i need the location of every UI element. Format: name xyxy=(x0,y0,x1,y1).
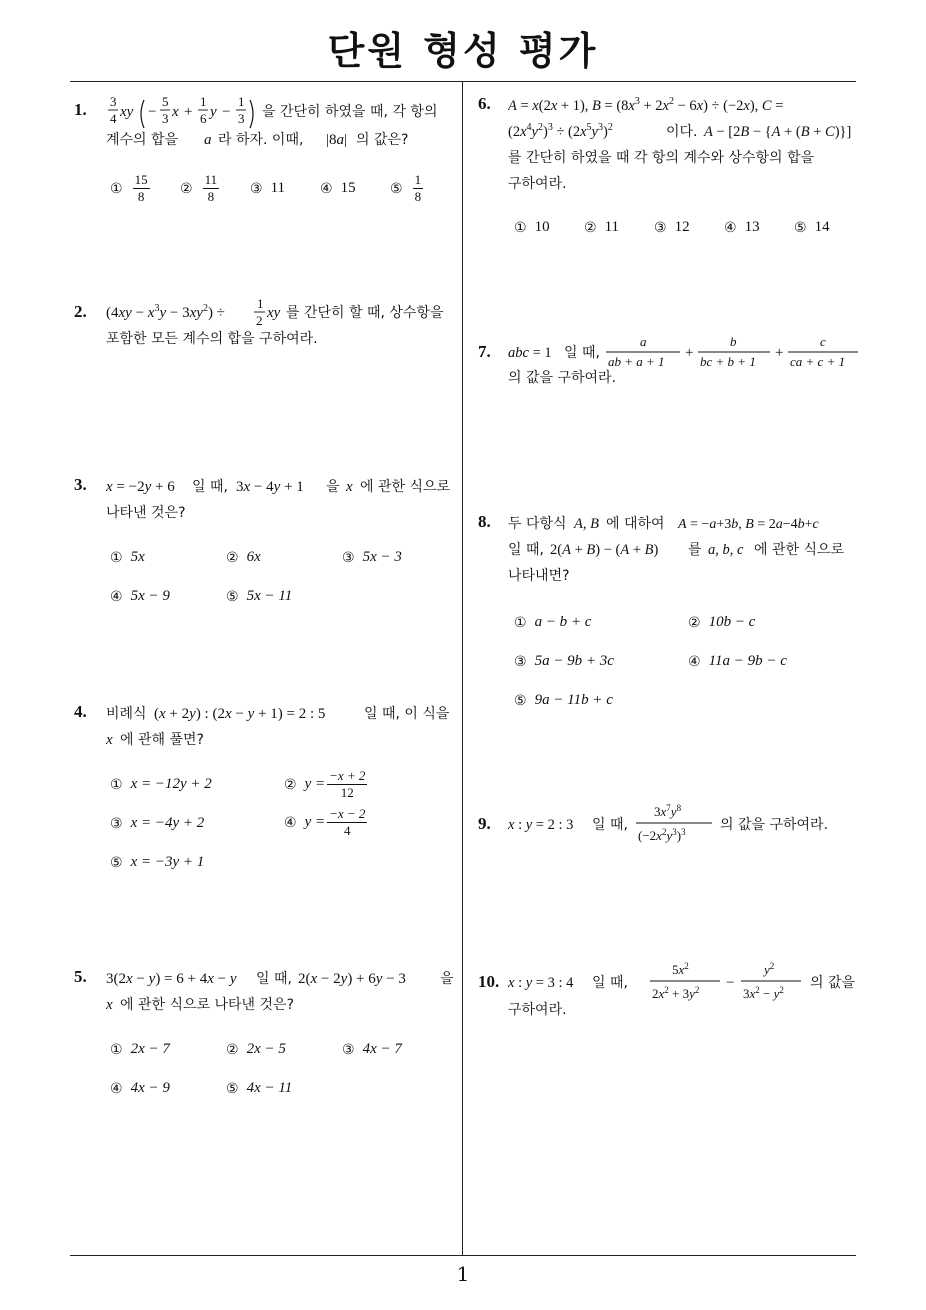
svg-text:y: y xyxy=(210,104,217,120)
svg-text:a: a xyxy=(640,334,647,349)
choice-marker: ① xyxy=(514,614,527,631)
problem-number: 6. xyxy=(478,94,491,113)
svg-text:+: + xyxy=(775,345,784,361)
svg-text:를 간단히 할 때, 상수항을: 를 간단히 할 때, 상수항을 xyxy=(286,305,444,321)
svg-text:의 값은?: 의 값은? xyxy=(356,132,409,148)
svg-text:1: 1 xyxy=(257,296,264,311)
choice-marker: ④ xyxy=(724,219,737,236)
choice-marker: ② xyxy=(284,776,297,793)
svg-text:−: − xyxy=(222,104,231,120)
svg-text:에 관해 풀면?: 에 관해 풀면? xyxy=(120,732,204,748)
choice-5[interactable] xyxy=(226,1080,292,1097)
svg-text:를: 를 xyxy=(688,542,702,558)
svg-text:일 때,: 일 때, xyxy=(256,971,292,987)
problem-statement-text xyxy=(478,800,479,801)
svg-text:에 관한 식으로: 에 관한 식으로 xyxy=(360,479,451,495)
svg-text:(−2x2y3)3: $(-2x^2y^3)^3$ xyxy=(638,827,686,843)
choice-value: 5x − 9 xyxy=(130,588,170,604)
svg-text:(x + 2y) : (2x − y + 1) = 2 :: (x + 2y) : (2x − y + 1) = 2 : 5 xyxy=(154,706,326,722)
choice-2[interactable] xyxy=(688,614,755,631)
svg-text:일 때,: 일 때, xyxy=(592,975,628,991)
problem-statement-text xyxy=(74,965,75,966)
problem-number: 10. xyxy=(478,972,500,991)
svg-text:5x2: $5x^2$ xyxy=(672,961,689,977)
svg-text:x : y = 3 : 4: x : y = 3 : 4 xyxy=(508,975,574,991)
svg-text:x: x xyxy=(346,479,353,495)
choice-5[interactable] xyxy=(514,692,613,709)
problem-statement-text xyxy=(478,510,479,511)
problem-8 xyxy=(478,510,858,720)
answer-choices xyxy=(110,768,460,878)
svg-text:3(2x − y) = 6 + 4x − y: 3(2x − y) = 6 + 4x − y xyxy=(106,971,237,987)
choice-marker: ③ xyxy=(514,653,527,670)
choice-marker: ⑤ xyxy=(110,854,123,871)
svg-text:이다.: 이다. xyxy=(666,124,698,140)
svg-text:xy: xy xyxy=(120,104,134,120)
choice-value: 12 xyxy=(674,219,690,235)
answer-choices xyxy=(110,172,460,212)
svg-text:3: 3 xyxy=(162,111,169,126)
bottom-rule xyxy=(70,1255,856,1256)
choice-value: $\frac{1}{8}$ xyxy=(414,172,422,204)
svg-text:5: 5 xyxy=(162,96,169,109)
problem-statement-text xyxy=(478,330,479,331)
choice-marker: ② xyxy=(688,614,701,631)
choice-value: 11a − 9b − c xyxy=(708,653,787,669)
choice-4[interactable] xyxy=(320,180,356,197)
problem-statement-text xyxy=(74,296,75,297)
column-divider xyxy=(462,82,463,1255)
choice-3[interactable] xyxy=(342,549,402,566)
svg-text:abc = 1: abc = 1 xyxy=(508,345,552,361)
problem-number: 2. xyxy=(74,302,87,321)
problem-8-statement xyxy=(508,510,860,590)
choice-value: 6x xyxy=(246,549,261,565)
svg-text:의 값을: 의 값을 xyxy=(810,975,856,991)
choice-2[interactable] xyxy=(584,219,619,236)
choice-marker: ① xyxy=(110,1041,123,1058)
choice-value: 9a − 11b + c xyxy=(534,692,613,708)
choice-value: 11 xyxy=(604,219,620,235)
problem-statement-text xyxy=(478,92,479,93)
problem-3-statement xyxy=(106,473,461,525)
page-number: 1 xyxy=(456,1262,470,1286)
choice-value: 4x − 11 xyxy=(246,1080,293,1096)
svg-text:6: 6 xyxy=(200,111,207,126)
choice-marker: ③ xyxy=(110,815,123,832)
svg-text:일 때,: 일 때, xyxy=(508,542,544,558)
choice-4[interactable] xyxy=(284,806,369,839)
svg-text:A = −a+3b, B = 2a−4b+c: A = −a+3b, B = 2a−4b+c xyxy=(678,517,819,532)
svg-text:계수의 합을: 계수의 합을 xyxy=(106,132,179,148)
svg-text:일 때,: 일 때, xyxy=(564,345,600,361)
choice-value: 5x xyxy=(130,549,145,565)
svg-text:2(A + B) − (A + B): 2(A + B) − (A + B) xyxy=(550,542,659,558)
svg-text:에 관한 식으로: 에 관한 식으로 xyxy=(754,542,845,558)
svg-text:A, B: A, B xyxy=(574,516,599,532)
answer-choices xyxy=(110,549,460,609)
problem-number: 7. xyxy=(478,342,491,361)
choice-marker: ② xyxy=(180,180,193,197)
svg-text:(4xy − x3y − 3xy2) ÷: $(4xy - x^3y - 3xy^2)$ ÷ xyxy=(106,303,225,321)
problem-10 xyxy=(478,960,858,1030)
svg-text:에 관한 식으로 나타낸 것은?: 에 관한 식으로 나타낸 것은? xyxy=(120,997,294,1013)
svg-text:|8a|: |8a| xyxy=(326,132,348,148)
problem-2 xyxy=(74,296,459,356)
choice-value: 13 xyxy=(744,219,760,235)
choice-value: x = −12y + 2 xyxy=(130,776,212,792)
svg-text:의 값을 구하여라.: 의 값을 구하여라. xyxy=(508,370,617,386)
choice-value: $\frac{15}{8}$ xyxy=(134,172,148,204)
svg-text:xy: xy xyxy=(267,305,281,321)
choice-marker: ③ xyxy=(342,1041,355,1058)
svg-text:을 간단히 하였을 때, 각 항의: 을 간단히 하였을 때, 각 항의 xyxy=(262,104,438,120)
choice-marker: ① xyxy=(110,180,123,197)
choice-value: x = −4y + 2 xyxy=(130,815,205,831)
choice-3[interactable] xyxy=(654,219,690,236)
svg-text:+: + xyxy=(184,104,193,120)
svg-text:b: b xyxy=(730,334,737,349)
svg-text:ca + c + 1: ca + c + 1 xyxy=(790,354,846,369)
svg-text:을: 을 xyxy=(326,479,340,495)
svg-text:x: x xyxy=(106,732,113,748)
svg-text:y2: $y^2$ xyxy=(764,961,775,977)
problem-statement-text xyxy=(74,473,75,474)
choice-value: x = −3y + 1 xyxy=(130,854,205,870)
choice-value: 4x − 9 xyxy=(130,1080,170,1096)
choice-fraction: $\frac{-x - 2}{4}$ xyxy=(329,806,366,838)
svg-text:+: + xyxy=(685,345,694,361)
problem-number: 5. xyxy=(74,967,87,986)
choice-marker: ③ xyxy=(654,219,667,236)
svg-text:2(x − 2y) + 6y − 3: 2(x − 2y) + 6y − 3 xyxy=(298,971,406,987)
choice-marker: ② xyxy=(584,219,597,236)
problem-statement xyxy=(106,96,456,152)
choice-marker: ① xyxy=(110,776,123,793)
svg-text:3x − 4y + 1: 3x − 4y + 1 xyxy=(236,479,304,495)
choice-5[interactable] xyxy=(226,588,292,605)
svg-text:라 하자. 이때,: 라 하자. 이때, xyxy=(218,132,304,148)
svg-text:일 때,: 일 때, xyxy=(592,817,628,833)
choice-value: 10b − c xyxy=(708,614,756,630)
choice-marker: ⑤ xyxy=(514,692,527,709)
choice-marker: ③ xyxy=(342,549,355,566)
problem-number: 8. xyxy=(478,512,491,531)
top-rule xyxy=(70,81,856,82)
svg-text:1: 1 xyxy=(200,96,207,109)
choice-fraction: $\frac{-x + 2}{12}$ xyxy=(329,768,366,800)
svg-text:A − [2B − {A + (B + C)}]: A − [2B − {A + (B + C)}] xyxy=(704,124,852,140)
problem-7-statement xyxy=(508,330,860,390)
svg-text:(2x4y2)3 ÷ (2x5y3)2: $(2x^4y^2)^3 \div (2x^5y^3)^2$ xyxy=(508,122,613,140)
answer-choices xyxy=(110,1041,460,1101)
svg-text:2: 2 xyxy=(256,313,263,328)
svg-text:3: 3 xyxy=(238,111,245,126)
problem-9 xyxy=(478,800,858,850)
choice-2[interactable] xyxy=(226,1041,286,1058)
choice-1[interactable] xyxy=(110,172,152,205)
svg-text:x : y = 2 : 3: x : y = 2 : 3 xyxy=(508,817,574,833)
choice-marker: ④ xyxy=(320,180,333,197)
svg-text:에 대하여: 에 대하여 xyxy=(606,516,665,532)
svg-text:−: − xyxy=(148,104,157,120)
choice-value: 2x − 5 xyxy=(246,1041,286,1057)
svg-text:를 간단히 하였을 때 각 항의 계수와 상수항의 합을: 를 간단히 하였을 때 각 항의 계수와 상수항의 합을 xyxy=(508,150,815,166)
svg-text:c: c xyxy=(820,334,826,349)
svg-text:두 다항식: 두 다항식 xyxy=(508,516,567,532)
svg-text:x = −2y + 6: x = −2y + 6 xyxy=(106,479,175,495)
problem-number: 1. xyxy=(74,100,87,119)
svg-text:ab + a + 1: ab + a + 1 xyxy=(608,354,665,369)
problem-5-statement xyxy=(106,965,461,1017)
problem-statement-text xyxy=(478,960,479,961)
svg-text:의 값을 구하여라.: 의 값을 구하여라. xyxy=(720,817,829,833)
choice-value: a − b + c xyxy=(534,614,592,630)
svg-text:나타낸 것은?: 나타낸 것은? xyxy=(106,505,186,521)
svg-text:3x2 − y2: $3x^2 - y^2$ xyxy=(743,985,784,1001)
choice-value: 4x − 7 xyxy=(362,1041,402,1057)
choice-value: 5x − 11 xyxy=(246,588,293,604)
svg-text:x: x xyxy=(106,997,113,1013)
svg-text:구하여라.: 구하여라. xyxy=(508,1002,567,1018)
choice-1[interactable] xyxy=(514,219,550,236)
problem-4-statement xyxy=(106,700,461,752)
choice-value: 10 xyxy=(534,219,550,235)
svg-text:나타내면?: 나타내면? xyxy=(508,568,570,584)
svg-text:a: a xyxy=(204,132,212,148)
choice-4[interactable] xyxy=(110,588,170,605)
choice-1[interactable] xyxy=(110,776,212,793)
choice-4[interactable] xyxy=(688,653,787,670)
choice-value: 5a − 9b + 3c xyxy=(534,653,614,669)
problem-5 xyxy=(74,965,459,1105)
svg-text:구하여라.: 구하여라. xyxy=(508,176,567,192)
choice-marker: ④ xyxy=(284,814,297,831)
choice-marker: ② xyxy=(226,549,239,566)
choice-value: $\frac{11}{8}$ xyxy=(204,172,218,204)
choice-2[interactable] xyxy=(226,549,261,566)
problem-number: 4. xyxy=(74,702,87,721)
svg-text:3: 3 xyxy=(110,96,117,109)
choice-marker: ⑤ xyxy=(390,180,403,197)
choice-2[interactable] xyxy=(284,768,369,801)
choice-marker: ① xyxy=(514,219,527,236)
choice-value: 5x − 3 xyxy=(362,549,402,565)
svg-text:3x7y8: $3x^7y^8$ xyxy=(654,803,682,819)
svg-text:a, b, c: a, b, c xyxy=(708,542,744,558)
choice-value: 14 xyxy=(814,219,830,235)
choice-marker: ④ xyxy=(110,588,123,605)
choice-value: 15 xyxy=(340,180,356,196)
problem-9-statement xyxy=(508,800,860,850)
choice-3[interactable] xyxy=(342,1041,402,1058)
choice-marker: ⑤ xyxy=(794,219,807,236)
problem-1-expression xyxy=(106,96,456,152)
choice-1[interactable] xyxy=(110,1041,170,1058)
problem-number: 9. xyxy=(478,814,491,833)
choice-5[interactable] xyxy=(390,172,425,205)
problem-4 xyxy=(74,700,459,880)
choice-marker: ④ xyxy=(688,653,701,670)
answer-choices xyxy=(514,219,864,243)
choice-3[interactable] xyxy=(110,815,204,832)
problem-number: 3. xyxy=(74,475,87,494)
choice-3[interactable] xyxy=(514,653,614,670)
svg-text:x: x xyxy=(172,104,179,120)
problem-2-statement xyxy=(106,296,461,352)
choice-5[interactable] xyxy=(110,854,204,871)
svg-text:A = x(2x + 1), B = (8x3 + 2x2: A = x(2x + 1), $B = (8x^3 + 2x^2 - 6x) \div (-2x)$, C = xyxy=(508,96,784,114)
svg-text:bc + b + 1: bc + b + 1 xyxy=(700,354,756,369)
svg-text:2x2 + 3y2: $2x^2 + 3y^2$ xyxy=(652,985,700,1001)
choice-2[interactable] xyxy=(180,172,221,205)
problem-3 xyxy=(74,473,459,613)
choice-1[interactable] xyxy=(110,549,145,566)
problem-10-statement xyxy=(508,960,860,1030)
choice-value: 11 xyxy=(270,180,286,196)
svg-text:1: 1 xyxy=(238,96,245,109)
choice-marker: ④ xyxy=(110,1080,123,1097)
problem-6-statement xyxy=(508,92,860,196)
choice-3[interactable] xyxy=(250,180,285,197)
choice-value: 2x − 7 xyxy=(130,1041,170,1057)
svg-text:을: 을 xyxy=(440,971,454,987)
choice-marker: ③ xyxy=(250,180,263,197)
choice-5[interactable] xyxy=(794,219,830,236)
svg-text:일 때,: 일 때, xyxy=(192,479,228,495)
problem-7 xyxy=(478,330,858,390)
choice-marker: ⑤ xyxy=(226,588,239,605)
svg-text:비례식: 비례식 xyxy=(106,706,147,722)
choice-1[interactable] xyxy=(514,614,591,631)
answer-choices xyxy=(514,614,864,714)
problem-statement-text xyxy=(74,700,75,701)
svg-text:포함한 모든 계수의 합을 구하여라.: 포함한 모든 계수의 합을 구하여라. xyxy=(106,331,318,347)
svg-text:4: 4 xyxy=(110,111,117,126)
choice-value: y = xyxy=(304,776,326,792)
choice-marker: ② xyxy=(226,1041,239,1058)
problem-1 xyxy=(74,96,459,216)
svg-text:일 때, 이 식을: 일 때, 이 식을 xyxy=(364,706,450,722)
choice-4[interactable] xyxy=(724,219,760,236)
choice-value: y = xyxy=(304,814,326,830)
svg-text:−: − xyxy=(726,975,735,991)
choice-marker: ⑤ xyxy=(226,1080,239,1097)
choice-4[interactable] xyxy=(110,1080,170,1097)
page-title: 단원 형성 평가 xyxy=(327,29,599,73)
choice-marker: ① xyxy=(110,549,123,566)
problem-6 xyxy=(478,92,858,242)
